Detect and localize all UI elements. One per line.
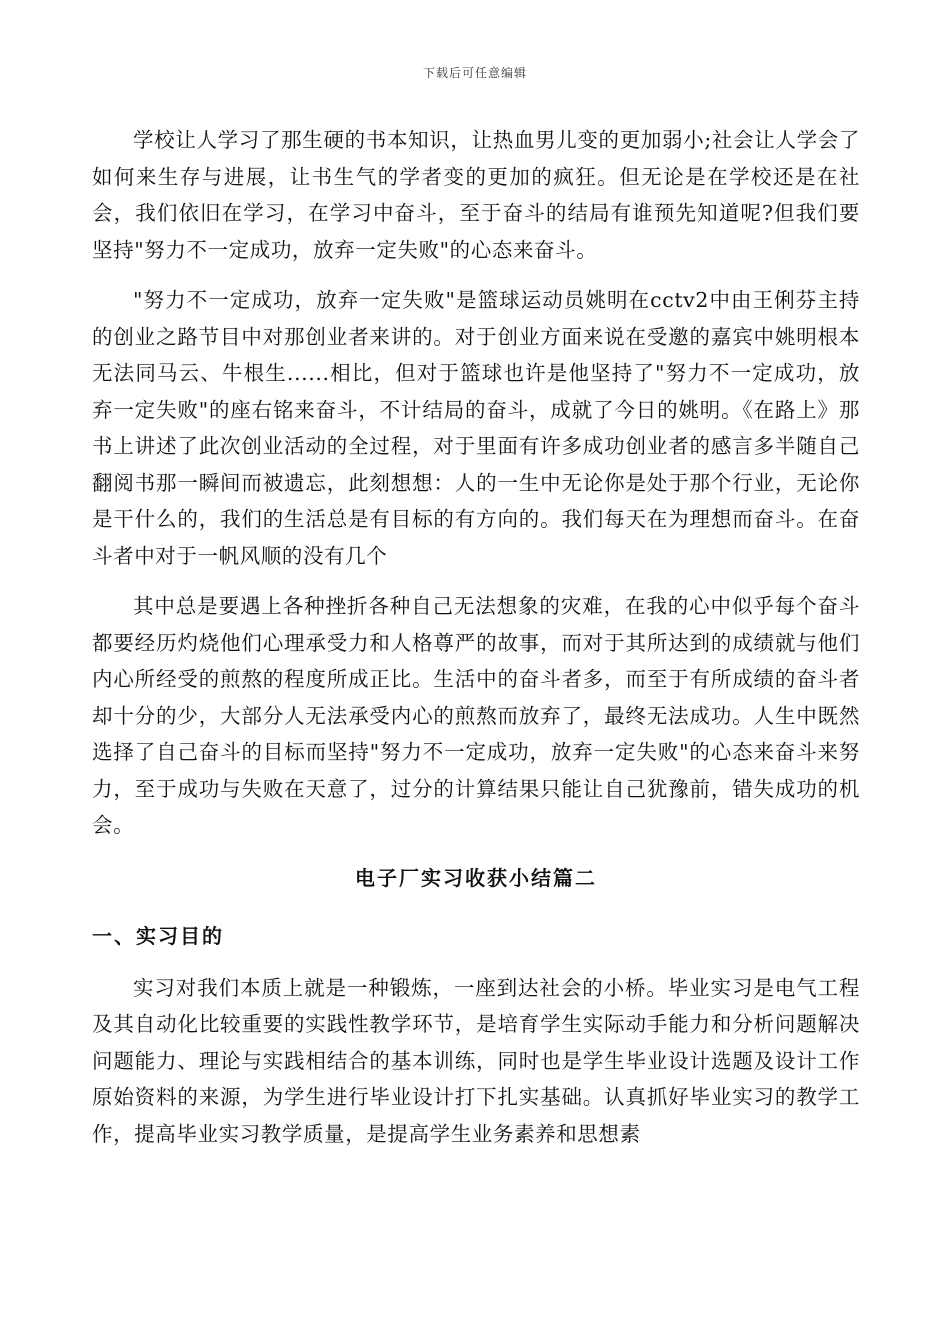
document-body: [92, 122, 860, 1166]
paragraph: 实习对我们本质上就是一种锻炼，一座到达社会的小桥。毕业实习是电气工程及其自动化比较重要的实践性教学环节，是培育学生实际动手能力和分析问题解决问题能力、理论与实践相结合的基本训练，同时也是学生毕业设计选题及设计工作原始资料的来源，为学生进行毕业设计打下扎实基础。认真抓好毕业实习的教学工作，提高毕业实习教学质量，是提高学生业务素养和思想素: [92, 975, 860, 1146]
paragraph: "努力不一定成功，放弃一定失败"是篮球运动员姚明在cctv2中由王俐芬主持的创业之路节目中对那创业者来讲的。对于创业方面来说在受邀的嘉宾中姚明根本无法同马云、牛根生......相比，但对于篮球也许是他坚持了"努力不一定成功，放弃一定失败"的座右铭来奋斗，不计结局的奋斗，成就了今日的姚明。《在路上》那书上讲述了此次创业活动的全过程，对于里面有许多成功创业者的感言多半随自己翻阅书那一瞬间而被遗忘，此刻想想：人的一生中无论你是处于那个行业，无论你是干什么的，我们的生活总是有目标的有方向的。我们每天在为理想而奋斗。在奋斗者中对于一帆风顺的没有几个: [92, 288, 860, 568]
section-title: 电子厂实习收获小结篇二: [355, 865, 597, 890]
header-note: 下载后可任意编辑: [422, 66, 527, 80]
paragraph: 学校让人学习了那生硬的书本知识，让热血男儿变的更加弱小;社会让人学会了如何来生存与进展，让书生气的学者变的更加的疯狂。但无论是在学校还是在社会，我们依旧在学习，在学习中奋斗，至于奋斗的结局有谁预先知道呢?但我们要坚持"努力不一定成功，放弃一定失败"的心态来奋斗。: [92, 128, 860, 262]
section-subheading: 一、实习目的: [92, 923, 224, 948]
paragraph: 其中总是要遇上各种挫折各种自己无法想象的灾难，在我的心中似乎每个奋斗都要经历灼烧他们心理承受力和人格尊严的故事，而对于其所达到的成绩就与他们内心所经受的煎熬的程度所成正比。生活中的奋斗者多，而至于有所成绩的奋斗者却十分的少，大部分人无法承受内心的煎熬而放弃了，最终无法成功。人生中既然选择了自己奋斗的目标而坚持"努力不一定成功，放弃一定失败"的心态来奋斗来努力，至于成功与失败在天意了，过分的计算结果只能让自己犹豫前，错失成功的机会。: [92, 594, 860, 837]
